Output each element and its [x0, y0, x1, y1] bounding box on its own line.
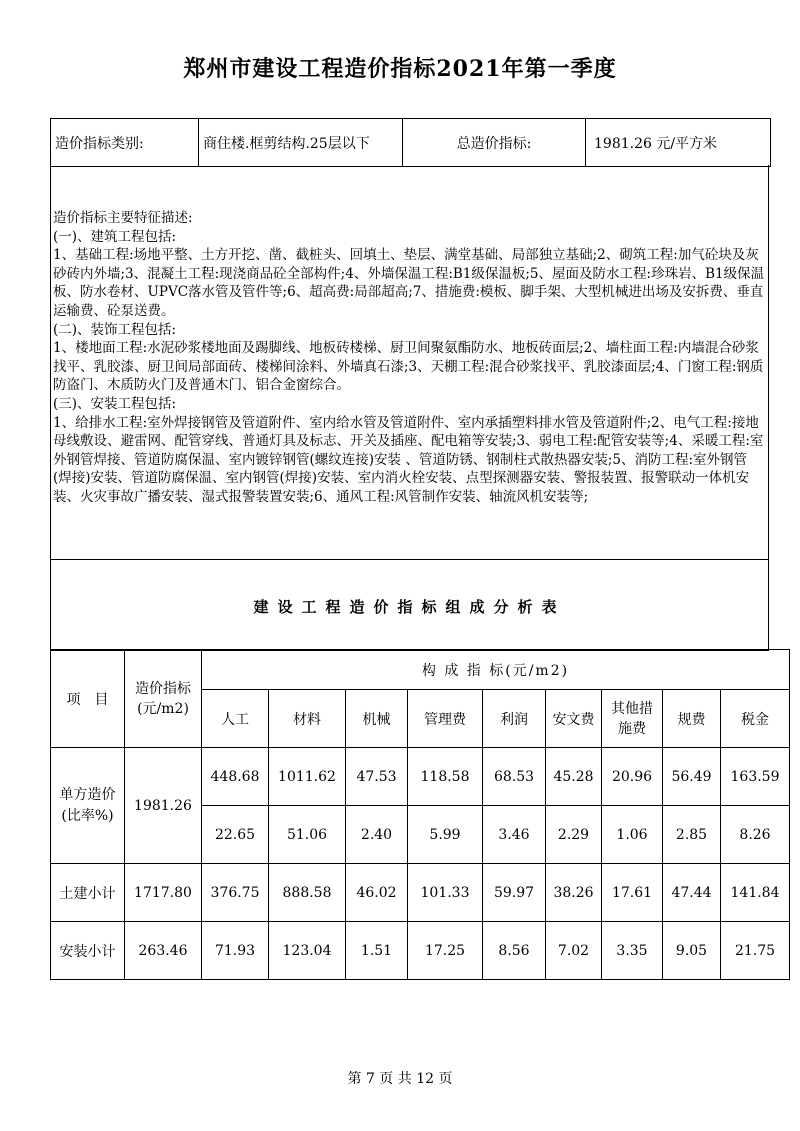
item-header: 项 目 — [51, 650, 125, 748]
unit-value-cell: 47.53 — [346, 748, 408, 806]
unit-row-label-text: 单方造价(比率%) — [59, 786, 116, 824]
unit-value-cell: 163.59 — [721, 748, 790, 806]
index-header — [125, 650, 202, 748]
install-row-label: 安装小计 — [51, 922, 125, 980]
install-value-cell: 3.35 — [602, 922, 663, 980]
unit-value-cell: 56.49 — [663, 748, 721, 806]
civil-value-cell: 888.58 — [269, 864, 346, 922]
header-table — [50, 118, 771, 167]
install-value-cell: 1.51 — [346, 922, 408, 980]
unit-value-cell: 20.96 — [602, 748, 663, 806]
column-header: 税金 — [721, 690, 790, 748]
description-text: 造价指标主要特征描述: (一)、建筑工程包括: 1、基础工程:场地平整、土方开挖、凿、截桩头、回填土、垫层、满堂基础、局部独立基础;2、砌筑工程:加气砼块及灰砂砖内外墙;3、混凝土工程:现浇商品砼全部构件;4、外墙保温工程:B1级保温板;5、屋面及防水工程:珍珠岩、B1级保温板、防水卷材、UPVC落水管及管件等;6、超高费:局部超高;7、措施费:模板、脚手架、大型机械进出场及安拆费、垂直运输费、砼泵送费。 (二)、装饰工程包括: 1、楼地面工程:水泥砂浆楼地面及踢脚线、地板砖楼梯、厨卫间聚氨酯防水、地板砖面层;2、墙柱面工程:内墙混合砂浆找平、乳胶漆、厨卫间局部面砖、楼梯间涂料、外墙真石漆;3、天棚工程:混合砂浆找平、乳胶漆面层;4、门窗工程:钢质防盗门、木质防火门及普通木门、铝合金窗综合。 (三)、安装工程包括: 1、给排水工程:室外焊接钢管及管道附件、室内给水管及管道附件、室内承插塑料排水管及管道附件;2、电气工程:接地母线敷设、避雷网、配管穿线、普通灯具及标志、开关及插座、配电箱等安装;3、弱电工程:配管安装等;4、采暖工程:室外钢管焊接、管道防腐保温、室内镀锌钢管(螺纹连接)安装 、管道防锈、钢制柱式散热器安装;5、消防工程:室外钢管(焊接)安装、管道防腐保温、室内钢管(焊接)安装、室内消火栓安装、点型探测器安装、警报装置、报警联动一体机安装、火灾事故广播安装、湿式报警装置安装;6、通风工程:风管制作安装、轴流风机安装等; — [53, 210, 765, 505]
table-row — [51, 748, 790, 806]
total-label: 总造价指标: — [403, 119, 586, 167]
table-row — [51, 922, 790, 980]
unit-ratio-cell: 8.26 — [721, 806, 790, 864]
column-header: 规费 — [663, 690, 721, 748]
unit-value-cell: 45.28 — [546, 748, 602, 806]
unit-ratio-cell: 3.46 — [483, 806, 546, 864]
analysis-title: 建设工程造价指标组成分析表 — [253, 598, 566, 616]
unit-value-cell: 118.58 — [408, 748, 483, 806]
install-row-index: 263.46 — [125, 922, 202, 980]
category-label: 造价指标类别: — [51, 119, 199, 167]
column-header: 机械 — [346, 690, 408, 748]
unit-value-cell: 448.68 — [202, 748, 269, 806]
civil-value-cell: 376.75 — [202, 864, 269, 922]
install-value-cell: 17.25 — [408, 922, 483, 980]
civil-value-cell: 141.84 — [721, 864, 790, 922]
civil-value-cell: 17.61 — [602, 864, 663, 922]
unit-ratio-cell: 1.06 — [602, 806, 663, 864]
unit-ratio-cell: 2.85 — [663, 806, 721, 864]
unit-ratio-cell: 5.99 — [408, 806, 483, 864]
category-value: 商住楼.框剪结构.25层以下 — [199, 119, 403, 167]
composition-header: 构 成 指 标(元/m2) — [202, 650, 790, 690]
civil-row-index: 1717.80 — [125, 864, 202, 922]
description-box — [50, 165, 769, 560]
unit-ratio-cell: 51.06 — [269, 806, 346, 864]
column-header: 安文费 — [546, 690, 602, 748]
unit-ratio-cell: 2.40 — [346, 806, 408, 864]
column-header: 利润 — [483, 690, 546, 748]
install-value-cell: 21.75 — [721, 922, 790, 980]
unit-ratio-cell: 2.29 — [546, 806, 602, 864]
civil-value-cell: 47.44 — [663, 864, 721, 922]
civil-value-cell: 59.97 — [483, 864, 546, 922]
total-value: 1981.26 元/平方米 — [586, 119, 771, 167]
install-value-cell: 8.56 — [483, 922, 546, 980]
column-header: 管理费 — [408, 690, 483, 748]
install-value-cell: 71.93 — [202, 922, 269, 980]
table-row — [51, 864, 790, 922]
page-footer: 第 7 页 共 12 页 — [347, 1071, 453, 1087]
unit-ratio-cell: 22.65 — [202, 806, 269, 864]
civil-value-cell: 46.02 — [346, 864, 408, 922]
civil-value-cell: 38.26 — [546, 864, 602, 922]
install-value-cell: 9.05 — [663, 922, 721, 980]
unit-value-cell: 1011.62 — [269, 748, 346, 806]
page-title: 郑州市建设工程造价指标2021年第一季度 — [183, 56, 617, 82]
unit-row-label — [51, 748, 125, 864]
install-value-cell: 123.04 — [269, 922, 346, 980]
index-header-text: 造价指标(元/m2) — [135, 680, 191, 717]
civil-value-cell: 101.33 — [408, 864, 483, 922]
column-header: 人工 — [202, 690, 269, 748]
column-header: 其他措施费 — [602, 690, 663, 748]
unit-value-cell: 68.53 — [483, 748, 546, 806]
install-value-cell: 7.02 — [546, 922, 602, 980]
unit-row-index: 1981.26 — [125, 748, 202, 864]
civil-row-label: 土建小计 — [51, 864, 125, 922]
analysis-table — [50, 649, 790, 980]
analysis-title-box — [50, 559, 769, 651]
column-header: 材料 — [269, 690, 346, 748]
